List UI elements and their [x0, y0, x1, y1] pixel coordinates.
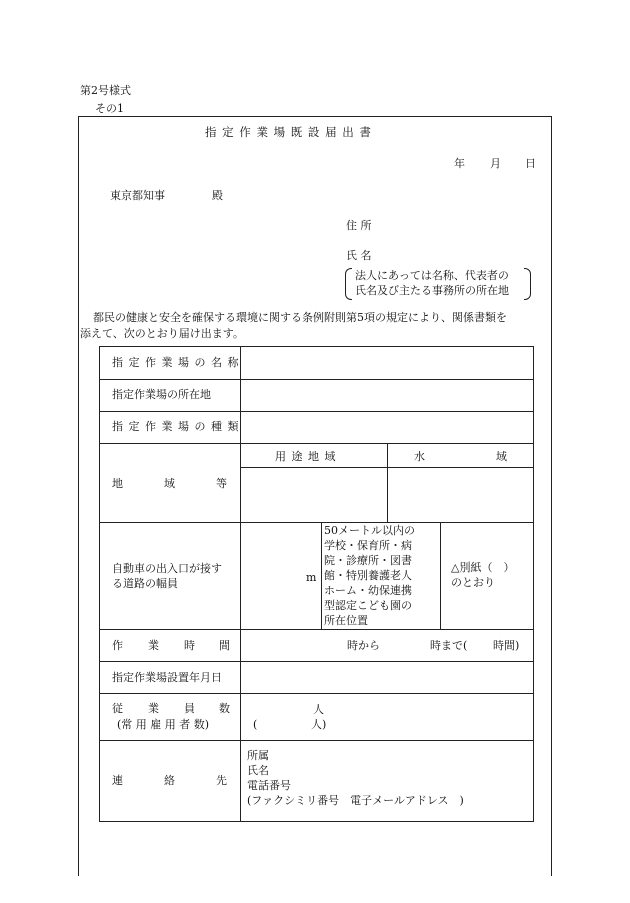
date-year: 年: [454, 157, 465, 170]
label-install-date: 指定作業場設置年月日: [112, 671, 222, 684]
separate-sheet-1: △別紙（ ）: [451, 561, 515, 574]
label-hours-3: 時: [184, 639, 195, 652]
label-staff-1: 従: [112, 702, 123, 715]
header-water-1: 水: [414, 450, 425, 463]
corp-note-line-1: 法人にあっては名称、代表者の: [355, 269, 509, 282]
label-staff-4: 数: [219, 702, 230, 715]
facilities-line: 50メートル以内の: [324, 524, 415, 537]
label-workplace-location: 指定作業場の所在地: [112, 388, 211, 401]
name-label: 氏 名: [346, 249, 372, 262]
contact-fax-email: (ファクシミリ番号 電子メールアドレス ): [247, 794, 464, 807]
hours-to: 時まで(: [430, 639, 468, 652]
addressee: 東京都知事: [110, 189, 165, 202]
header-use-zone: 用 途 地 域: [275, 450, 337, 463]
separate-sheet-2: のとおり: [451, 576, 495, 589]
label-workplace-name: 指 定 作 業 場 の 名 称: [112, 356, 240, 369]
label-road-1: 自動車の出入口が接す: [112, 562, 222, 575]
form-frame: [78, 116, 552, 876]
label-region-1: 地: [112, 477, 123, 490]
staff-paren-open: (: [253, 718, 258, 731]
hours-total: 時間): [493, 639, 520, 652]
facilities-line: 院・診療所・図書: [324, 554, 412, 567]
staff-unit: 人: [313, 703, 324, 716]
label-region-2: 域: [164, 477, 175, 490]
contact-name: 氏名: [247, 764, 269, 777]
label-road-2: る道路の幅員: [112, 577, 178, 590]
body-line-1: 都民の健康と安全を確保する環境に関する条例附則第5項の規定により、関係書類を: [93, 311, 507, 324]
label-workplace-type: 指 定 作 業 場 の 種 類: [112, 420, 240, 433]
label-staff-3: 員: [184, 702, 195, 715]
road-unit: m: [306, 571, 317, 584]
label-hours-2: 業: [148, 639, 159, 652]
corporate-note-bracket: [345, 268, 531, 300]
form-number: 第2号様式: [80, 84, 131, 97]
label-contact-1: 連: [112, 774, 123, 787]
hours-from: 時から: [347, 639, 380, 652]
corp-note-line-2: 氏名及び主たる事務所の所在地: [355, 284, 509, 297]
facilities-line: 所在位置: [324, 614, 368, 627]
label-contact-2: 絡: [164, 774, 175, 787]
facilities-line: 学校・保育所・病: [324, 539, 412, 552]
label-staff-sub: (常 用 雇 用 者 数): [117, 718, 210, 731]
form-title: 指 定 作 業 場 既 設 届 出 書: [205, 125, 372, 139]
date-day: 日: [525, 157, 536, 170]
staff-paren-unit: 人): [311, 718, 327, 731]
label-hours-4: 間: [219, 639, 230, 652]
label-staff-2: 業: [148, 702, 159, 715]
address-label: 住 所: [346, 219, 372, 232]
contact-dept: 所属: [247, 749, 269, 762]
date-month: 月: [490, 157, 501, 170]
facilities-line: ホーム・幼保連携: [324, 584, 412, 597]
facilities-line: 型認定こども園の: [324, 599, 412, 612]
label-contact-3: 先: [216, 774, 227, 787]
facilities-line: 館・特別養護老人: [324, 569, 412, 582]
label-hours-1: 作: [112, 639, 123, 652]
header-water-2: 域: [496, 450, 507, 463]
form-sub-number: その1: [95, 102, 124, 115]
body-line-2: 添えて、次のとおり届け出ます。: [80, 327, 244, 340]
label-region-3: 等: [216, 477, 227, 490]
honorific: 殿: [212, 189, 223, 202]
contact-phone: 電話番号: [247, 779, 291, 792]
